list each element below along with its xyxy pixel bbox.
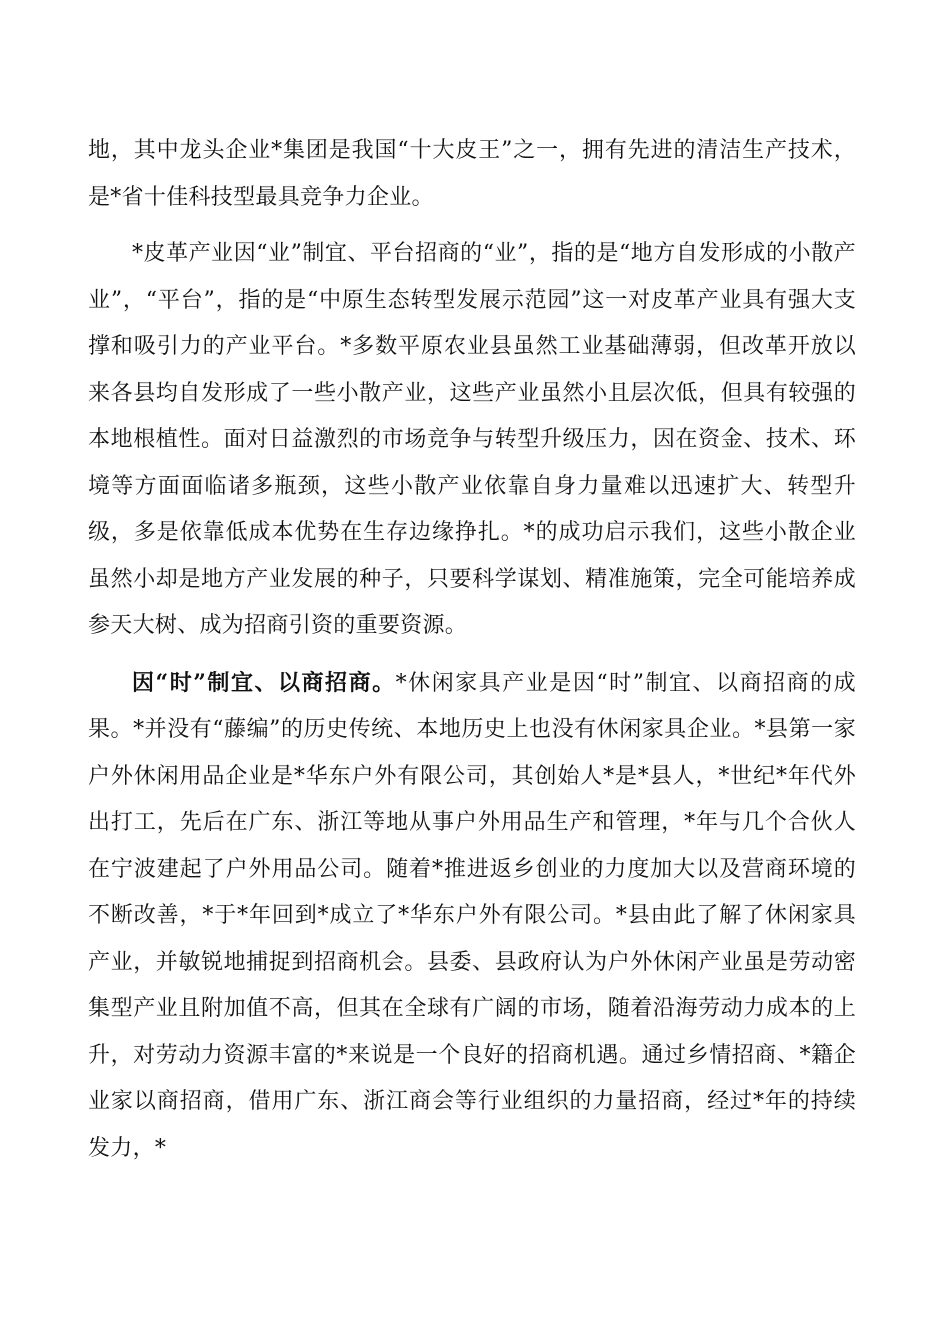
paragraph-3 (88, 660, 856, 1173)
body-text (88, 128, 856, 1182)
paragraph-2-text: *皮革产业因“业”制宜、平台招商的“业”，指的是“地方自发形成的小散产业”，“平台”，指的是“中原生态转型发展示范园”这一对皮革产业具有强大支撑和吸引力的产业平台。*多数平原农业县虽然工业基础薄弱，但改革开放以来各县均自发形成了一些小散产业，这些产业虽然小且层次低，但具有较强的本地根植性。面对日益激烈的市场竞争与转型升级压力，因在资金、技术、环境等方面面临诸多瓶颈，这些小散产业依靠自身力量难以迅速扩大、转型升级，多是依靠低成本优势在生存边缘挣扎。*的成功启示我们，这些小散企业虽然小却是地方产业发展的种子，只要科学谋划、精准施策，完全可能培养成参天大树、成为招商引资的重要资源。 (88, 241, 856, 638)
paragraph-2 (88, 231, 856, 650)
paragraph-1 (88, 128, 856, 221)
paragraph-3-heading: 因“时”制宜、以商招商。 (132, 669, 396, 696)
paragraph-1-text: 地，其中龙头企业*集团是我国“十大皮王”之一，拥有先进的清洁生产技术，是*省十佳科技型最具竞争力企业。 (88, 138, 856, 210)
paragraph-3-text: *休闲家具产业是因“时”制宜、以商招商的成果。*并没有“藤编”的历史传统、本地历史上也没有休闲家具企业。*县第一家户外休闲用品企业是*华东户外有限公司，其创始人*是*县人，*世纪*年代外出打工，先后在广东、浙江等地从事户外用品生产和管理，*年与几个合伙人在宁波建起了户外用品公司。随着*推进返乡创业的力度加大以及营商环境的不断改善，*于*年回到*成立了*华东户外有限公司。*县由此了解了休闲家具产业，并敏锐地捕捉到招商机会。县委、县政府认为户外休闲产业虽是劳动密集型产业且附加值不高，但其在全球有广阔的市场，随着沿海劳动力成本的上升，对劳动力资源丰富的*来说是一个良好的招商机遇。通过乡情招商、*籍企业家以商招商，借用广东、浙江商会等行业组织的力量招商，经过*年的持续发力，* (88, 670, 856, 1161)
